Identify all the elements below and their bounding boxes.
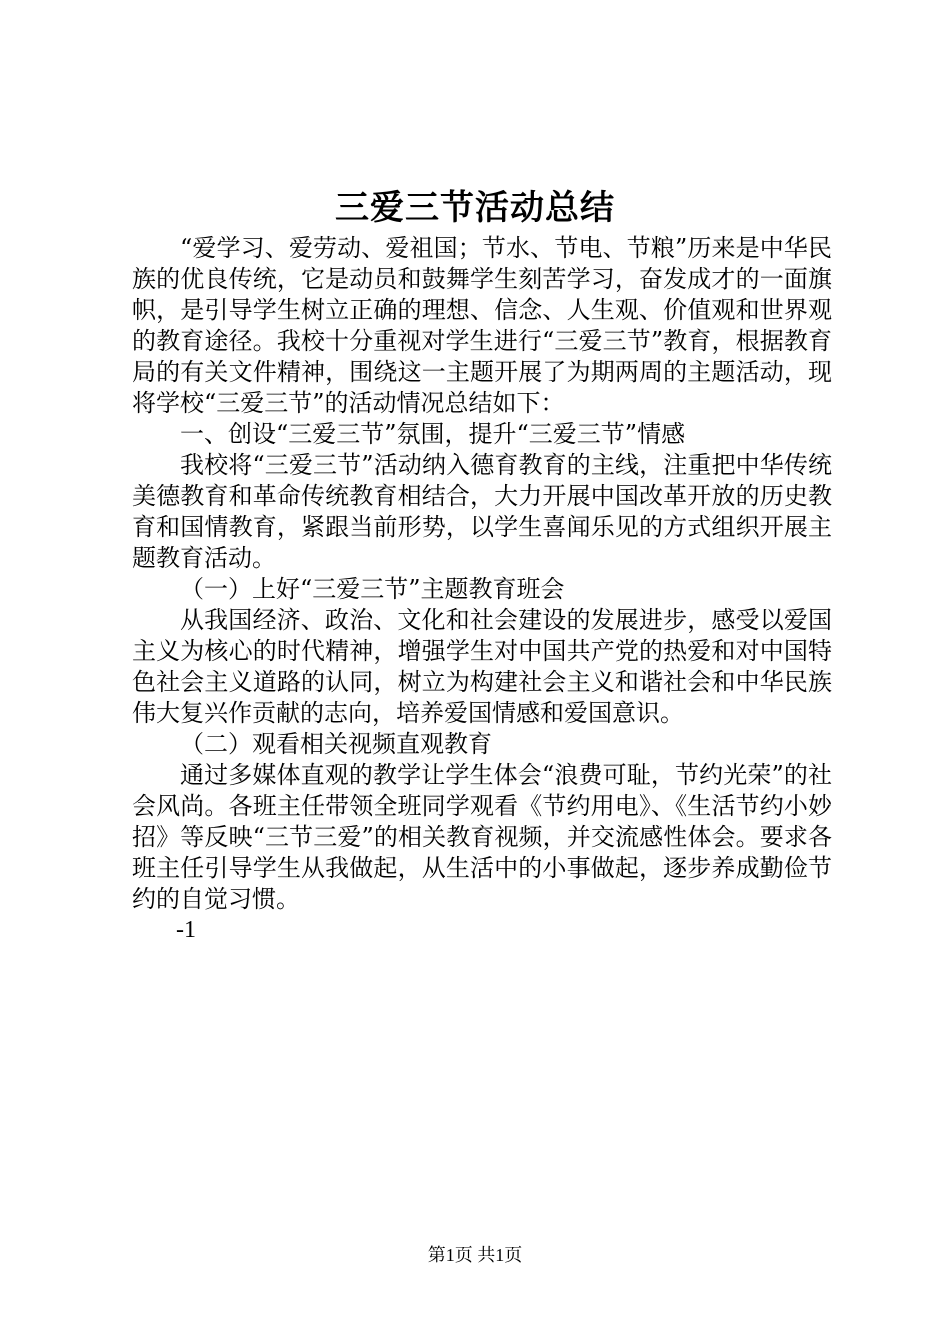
- section-heading-1: 一、创设“三爱三节”氛围，提升“三爱三节”情感: [180, 420, 686, 448]
- intro-paragraph: “爱学习、爱劳动、爱祖国；节水、节电、节粮”历来是中华民族的优良传统，它是动员和鼓舞学生刻苦学习，奋发成才的一面旗帜，是引导学生树立正确的理想、信念、人生观、价值观和世界观的教育途径。我校十分重视对学生进行“三爱三节”教育，根据教育局的有关文件精神，围绕这一主题开展了为期两周的主题活动，现将学校“三爱三节”的活动情况总结如下：: [132, 234, 832, 417]
- subsection-1-paragraph: 从我国经济、政治、文化和社会建设的发展进步，感受以爱国主义为核心的时代精神，增强学生对中国共产党的热爱和对中国特色社会主义道路的认同，树立为构建社会主义和谐社会和中华民族伟大复兴作贡献的志向，培养爱国情感和爱国意识。: [132, 606, 832, 727]
- document-title: 三爱三节活动总结: [335, 188, 615, 228]
- page-footer: 第1页 共1页: [427, 1245, 523, 1265]
- document-body: [132, 233, 832, 946]
- subsection-heading-2: （二）观看相关视频直观教育: [180, 730, 492, 758]
- page-marker: -1: [176, 917, 196, 943]
- subsection-2-paragraph: 通过多媒体直观的教学让学生体会“浪费可耻，节约光荣”的社会风尚。各班主任带领全班同学观看《节约用电》、《生活节约小妙招》等反映“三节三爱”的相关教育视频，并交流感性体会。要求各班主任引导学生从我做起，从生活中的小事做起，逐步养成勤俭节约的自觉习惯。: [132, 761, 832, 913]
- subsection-heading-1: （一）上好“三爱三节”主题教育班会: [180, 575, 565, 603]
- section-1-paragraph: 我校将“三爱三节”活动纳入德育教育的主线，注重把中华传统美德教育和革命传统教育相结合，大力开展中国改革开放的历史教育和国情教育，紧跟当前形势，以学生喜闻乐见的方式组织开展主题教育活动。: [132, 451, 832, 572]
